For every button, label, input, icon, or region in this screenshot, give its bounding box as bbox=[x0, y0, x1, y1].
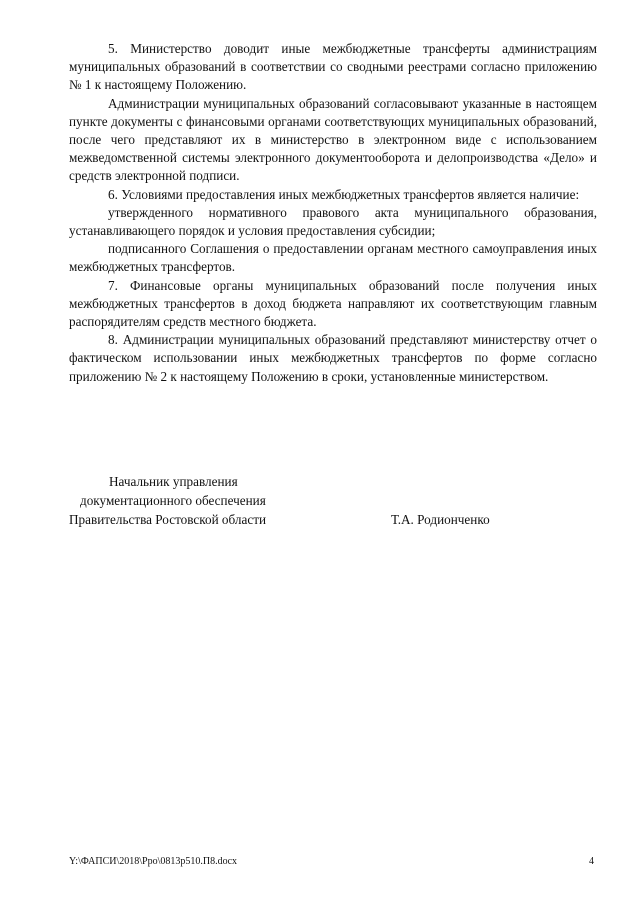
paragraph-8: 8. Администрации муниципальных образований представляют министерству отчет о фактическом использовании иных межбюджетных трансфертов по форме согласно приложению № 2 к настоящему Положению в сроки, установленные министерством. bbox=[69, 332, 597, 384]
footer-file-path: Y:\ФАПСИ\2018\Рро\0813р510.П8.docx bbox=[69, 856, 238, 867]
paragraph-5: 5. Министерство доводит иные межбюджетные трансферты администрациям муниципальных образований в соответствии со сводными реестрами согласно приложению № 1 к настоящему Положению. bbox=[69, 41, 597, 93]
page-number: 4 bbox=[589, 856, 594, 867]
signatory-position-line-3: Правительства Ростовской области bbox=[69, 512, 267, 527]
paragraph-6: 6. Условиями предоставления иных межбюджетных трансфертов является наличие: bbox=[108, 186, 580, 202]
condition-legal-act: утвержденного нормативного правового акта муниципального образования, устанавливающего порядок и условия предоставления субсидии; bbox=[69, 204, 597, 239]
paragraph-7: 7. Финансовые органы муниципальных образований после получения иных межбюджетных трансфертов в доход бюджета направляют их соответствующим главным распорядителям средств местного бюджета. bbox=[69, 277, 597, 330]
signatory-position-line-2: документационного обеспечения bbox=[80, 493, 266, 508]
paragraph-5-approval: Администрации муниципальных образований согласовывают указанные в настоящем пункте документы с финансовыми органами соответствующих муниципальных образований, после чего представляют их в министерство в электронном виде с использованием межведомственной системы электронного документооборота и делопроизводства «Дело» и средств электронной подписи. bbox=[69, 95, 597, 184]
signatory-position-line-1: Начальник управления bbox=[109, 474, 238, 489]
document-body bbox=[69, 40, 597, 386]
signatory-name: Т.А. Родионченко bbox=[391, 512, 490, 527]
condition-agreement: подписанного Соглашения о предоставлении органам местного самоуправления иных межбюджетных трансфертов. bbox=[69, 241, 597, 275]
